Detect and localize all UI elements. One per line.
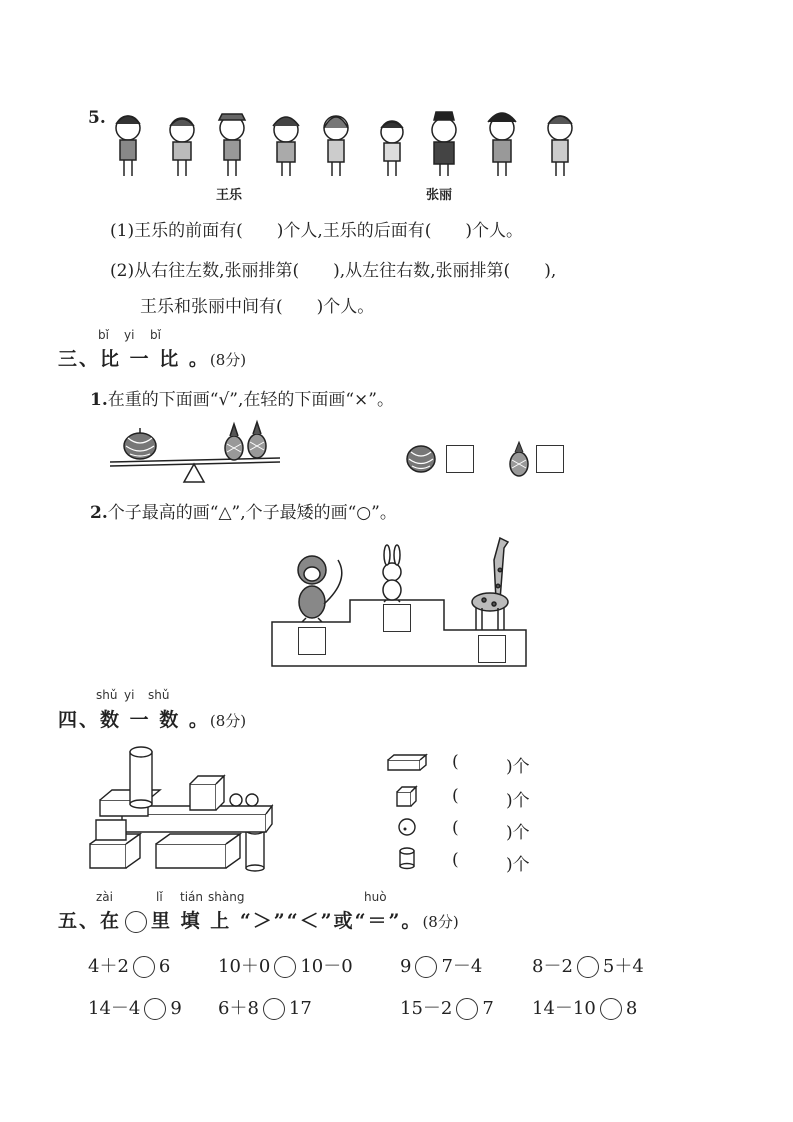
equation-left: 15－2 — [400, 998, 453, 1019]
count-unit: )个 — [506, 757, 530, 777]
block-stack-illustration — [86, 744, 278, 874]
section5-title-suffix: 里 填 上 “＞”“＜”或“＝”。 — [151, 910, 423, 932]
pinyin-shang: shàng — [208, 890, 245, 904]
child-figure — [273, 117, 299, 176]
section3-title-text: 三、比 一 比 。 — [58, 348, 210, 370]
pinyin-yi: yi — [124, 688, 135, 702]
count-paren-left: ( — [452, 786, 459, 806]
count-unit: )个 — [506, 791, 530, 811]
pinyin-shu1: shǔ — [96, 688, 118, 702]
equation-right: 7－4 — [441, 956, 483, 977]
q5-line1: (1)王乐的前面有( )个人,王乐的后面有( )个人。 — [110, 221, 524, 241]
pinyin-li: lǐ — [156, 890, 163, 904]
equation-left: 8－2 — [532, 956, 573, 977]
equation-left: 14－10 — [532, 998, 596, 1019]
equation-left: 10＋0 — [218, 956, 271, 977]
pineapple-icon — [506, 440, 532, 478]
equation — [400, 952, 482, 978]
equation — [400, 994, 494, 1020]
answer-box-rabbit[interactable] — [383, 604, 411, 632]
pinyin-yi: yi — [124, 328, 135, 342]
sphere-icon — [396, 816, 418, 838]
equation — [532, 952, 644, 978]
section4-title-text: 四、数 一 数 。 — [58, 709, 210, 731]
section5-title-prefix: 五、在 — [58, 910, 122, 932]
pinyin-bi1: bǐ — [98, 328, 109, 342]
section4-score: (8分) — [209, 712, 247, 730]
equation-right: 17 — [288, 998, 312, 1019]
compare-circle[interactable] — [144, 998, 166, 1020]
equation-left: 4＋2 — [88, 956, 129, 977]
equation — [218, 952, 353, 978]
rabbit-icon — [383, 545, 401, 602]
equation — [532, 994, 637, 1020]
count-paren-left: ( — [452, 818, 459, 838]
pinyin-tian: tián — [180, 890, 203, 904]
s3-q2-number: 2. — [90, 503, 108, 523]
count-paren-left: ( — [452, 850, 459, 870]
equation-right: 9 — [170, 998, 182, 1019]
equation-right: 10－0 — [300, 956, 353, 977]
children-line-illustration — [100, 100, 600, 184]
equation — [88, 994, 182, 1020]
pineapple-icon — [248, 422, 266, 458]
count-paren-left: ( — [452, 752, 459, 772]
s3-q2-text: 个子最高的画“△”,个子最矮的画“○”。 — [107, 503, 397, 523]
compare-circle[interactable] — [263, 998, 285, 1020]
child-figure — [381, 121, 403, 176]
label-wangle: 王乐 — [216, 188, 243, 203]
child-wangle — [219, 114, 245, 176]
compare-circle[interactable] — [415, 956, 437, 978]
q5-line3: 王乐和张丽中间有( )个人。 — [140, 297, 375, 317]
equation-left: 14－4 — [88, 998, 141, 1019]
s3-q2 — [90, 498, 397, 523]
child-figure — [170, 118, 194, 176]
label-zhangli: 张丽 — [426, 188, 453, 203]
compare-circle[interactable] — [133, 956, 155, 978]
pinyin-zai: zài — [96, 890, 113, 904]
cube-icon — [394, 784, 420, 808]
watermelon-icon — [124, 428, 156, 459]
compare-circle[interactable] — [274, 956, 296, 978]
s3-q1-text: 在重的下面画“√”,在轻的下面画“×”。 — [107, 390, 394, 410]
child-figure — [488, 113, 516, 176]
equation-right: 5＋4 — [602, 956, 644, 977]
compare-circle[interactable] — [577, 956, 599, 978]
equation — [88, 952, 170, 978]
child-figure — [116, 116, 140, 176]
question-number: 5. — [88, 108, 106, 128]
count-unit: )个 — [506, 855, 530, 875]
equation-right: 6 — [158, 956, 171, 977]
section5-score: (8分) — [422, 913, 459, 931]
pinyin-bi2: bǐ — [150, 328, 161, 342]
equation-right: 8 — [625, 998, 638, 1019]
balance-scale-illustration — [104, 418, 284, 484]
answer-box-pineapple[interactable] — [536, 445, 564, 473]
pinyin-huo: huò — [364, 890, 387, 904]
pineapple-icon — [225, 424, 243, 460]
circle-icon — [125, 911, 147, 933]
q5-line2: (2)从右往左数,张丽排第( ),从左往右数,张丽排第( ), — [110, 261, 557, 281]
section4-title — [58, 705, 246, 732]
cuboid-icon — [386, 752, 430, 774]
child-figure — [324, 116, 348, 176]
section3-title — [58, 344, 246, 371]
monkey-icon — [298, 556, 342, 622]
s3-q1 — [90, 385, 394, 410]
compare-circle[interactable] — [600, 998, 622, 1020]
equation-left: 6＋8 — [218, 998, 259, 1019]
giraffe-icon — [472, 538, 508, 630]
equation — [218, 994, 312, 1020]
section5-title — [58, 906, 459, 933]
answer-box-monkey[interactable] — [298, 627, 326, 655]
equation-right: 7 — [482, 998, 494, 1019]
cylinder-icon — [396, 846, 418, 870]
count-unit: )个 — [506, 823, 530, 843]
watermelon-icon — [404, 440, 438, 476]
answer-box-watermelon[interactable] — [446, 445, 474, 473]
section3-score: (8分) — [209, 351, 247, 369]
child-zhangli — [432, 112, 456, 176]
child-figure — [548, 116, 572, 176]
s3-q1-number: 1. — [90, 390, 108, 410]
compare-circle[interactable] — [456, 998, 478, 1020]
pinyin-shu2: shǔ — [148, 688, 170, 702]
answer-box-giraffe[interactable] — [478, 635, 506, 663]
equation-left: 9 — [400, 956, 412, 977]
